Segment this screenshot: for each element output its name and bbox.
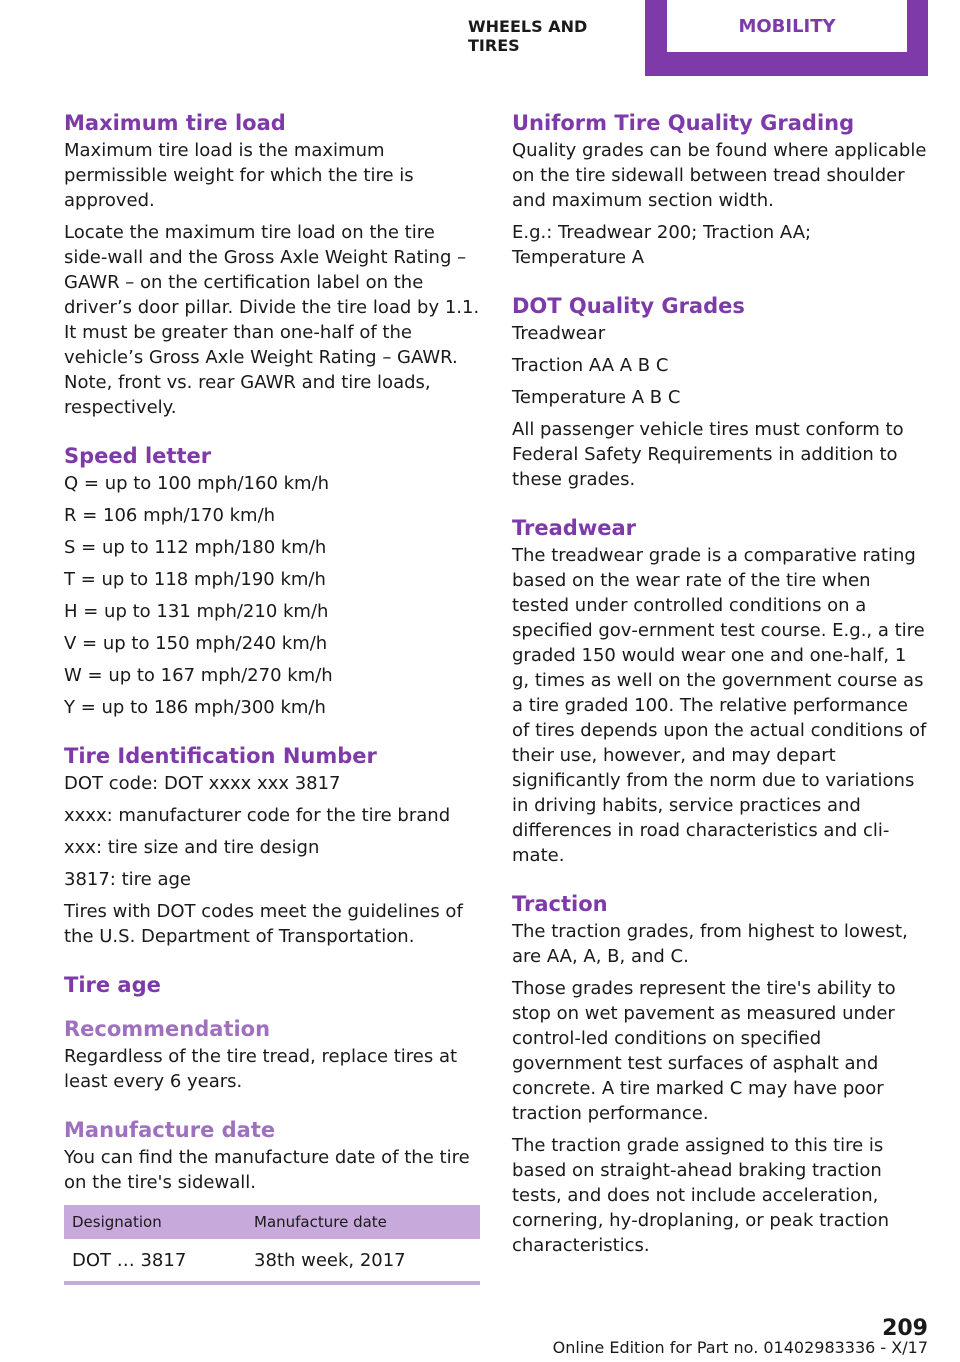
table-header-manufacture-date: Manufacture date (246, 1205, 480, 1239)
tin-item: xxx: tire size and tire design (64, 837, 320, 858)
max-load-heading: Maximum tire load (64, 111, 286, 135)
left-column (64, 108, 480, 1285)
speed-letter-item: V = up to 150 mph/240 km/h (64, 633, 328, 654)
table-header-row (64, 1205, 480, 1239)
speed-letter-item: Y = up to 186 mph/300 km/h (64, 697, 326, 718)
page-number: 209 (882, 1316, 928, 1341)
table-cell-manufacture-date: 38th week, 2017 (246, 1239, 480, 1283)
table-row (64, 1239, 480, 1283)
manufacture-date-p1: You can find the manufacture date of the tire on the tire's sidewall. (64, 1147, 470, 1193)
treadwear-heading: Treadwear (512, 516, 636, 540)
speed-letter-heading: Speed letter (64, 444, 212, 468)
traction-p2: Those grades represent the tire's ability to stop on wet pavement as measured under control‐led conditions on specified government test surfaces of asphalt and concrete. A tire marked C may have poor traction performance. (512, 978, 896, 1124)
chapter-title: MOBILITY (667, 0, 907, 52)
tire-age-heading: Tire age (64, 973, 161, 997)
dot-grades-item: Treadwear (512, 323, 606, 344)
traction-p3: The traction grade assigned to this tire is based on straight-ahead braking traction tests, and does not include acceleration, cornering, hy‐droplaning, or peak traction characteristics. (512, 1135, 889, 1256)
recommendation-p1: Regardless of the tire tread, replace tires at least every 6 years. (64, 1046, 458, 1092)
tin-item: 3817: tire age (64, 869, 191, 890)
table-header-designation: Designation (64, 1205, 246, 1239)
tin-heading: Tire Identification Number (64, 744, 377, 768)
tin-item: Tires with DOT codes meet the guidelines of the U.S. Department of Transportation. (64, 901, 463, 947)
utqg-p2: E.g.: Treadwear 200; Traction AA; Temperature A (512, 222, 812, 268)
right-column (512, 108, 928, 1265)
traction-heading: Traction (512, 892, 608, 916)
speed-letter-item: T = up to 118 mph/190 km/h (64, 569, 326, 590)
table-cell-designation: DOT … 3817 (64, 1239, 246, 1283)
footer-edition: Online Edition for Part no. 01402983336 - X/17 (552, 1338, 928, 1357)
tin-item: DOT code: DOT xxxx xxx 3817 (64, 773, 341, 794)
manufacture-date-heading: Manufacture date (64, 1118, 276, 1142)
dot-grades-item: All passenger vehicle tires must conform to Federal Safety Requirements in addition to these grades. (512, 419, 904, 490)
speed-letter-item: H = up to 131 mph/210 km/h (64, 601, 329, 622)
max-load-p1: Maximum tire load is the maximum permissible weight for which the tire is approved. (64, 140, 414, 211)
dot-grades-item: Traction AA A B C (512, 355, 669, 376)
speed-letter-item: S = up to 112 mph/180 km/h (64, 537, 327, 558)
dot-grades-heading: DOT Quality Grades (512, 294, 745, 318)
treadwear-p1: The treadwear grade is a comparative rating based on the wear rate of the tire when tested under controlled conditions on a specified gov‐ernment test course. E.g., a tire graded 150 would wear one and one-half, 1 g, times as well on the government course as a tire graded 100. The relative performance of tires depends upon the actual conditions of their use, however, and may depart significantly from the norm due to variations in driving habits, service practices and differences in road characteristics and cli‐mate. (512, 545, 927, 866)
speed-letter-item: W = up to 167 mph/270 km/h (64, 665, 333, 686)
utqg-heading: Uniform Tire Quality Grading (512, 111, 855, 135)
traction-p1: The traction grades, from highest to lowest, are AA, A, B, and C. (512, 921, 908, 967)
speed-letter-item: Q = up to 100 mph/160 km/h (64, 473, 330, 494)
recommendation-heading: Recommendation (64, 1017, 271, 1041)
section-title: WHEELS AND TIRES (468, 17, 588, 55)
manufacture-date-table (64, 1205, 480, 1285)
chapter-tab (645, 0, 928, 76)
max-load-p2: Locate the maximum tire load on the tire side‐wall and the Gross Axle Weight Rating – GAWR – on the certification label on the driver’s door pillar. Divide the tire load by 1.1. It must be greater than one-half of the vehicle’s Gross Axle Weight Rating – GAWR. Note, front vs. rear GAWR and tire loads, respectively. (64, 222, 480, 418)
dot-grades-item: Temperature A B C (512, 387, 681, 408)
tin-item: xxxx: manufacturer code for the tire brand (64, 805, 451, 826)
speed-letter-item: R = 106 mph/170 km/h (64, 505, 276, 526)
utqg-p1: Quality grades can be found where applicable on the tire sidewall between tread shoulder and maximum section width. (512, 140, 927, 211)
